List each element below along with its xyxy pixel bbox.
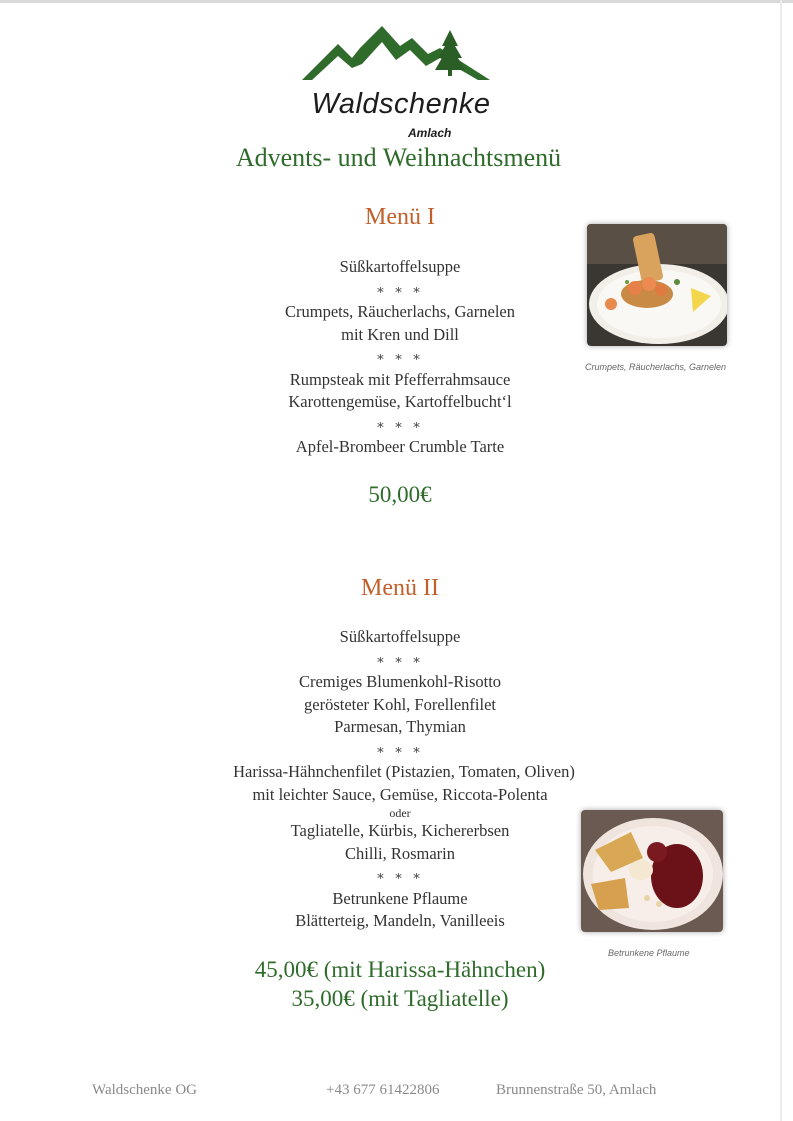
course-separator: ∗ ∗ ∗ — [375, 868, 424, 883]
menu-2-courses — [150, 626, 650, 933]
course-separator: ∗ ∗ ∗ — [375, 281, 424, 297]
dish-photo-crumpets — [587, 224, 727, 346]
course-separator: ∗ ∗ ∗ — [375, 651, 424, 667]
menu-1-courses — [200, 256, 600, 459]
menu-2-heading: Menü II — [361, 575, 439, 601]
restaurant-logo — [300, 18, 500, 140]
course-line: Rumpsteak mit Pfefferrahmsauce — [289, 369, 511, 389]
course-separator: ∗ ∗ ∗ — [375, 741, 424, 757]
course-separator: ∗ ∗ ∗ — [375, 349, 424, 364]
menu-1-heading: Menü I — [365, 204, 435, 230]
page-edge — [0, 0, 793, 3]
menu-1-price: 50,00€ — [368, 482, 432, 507]
course-line: Apfel-Brombeer Crumble Tarte — [295, 437, 505, 456]
course-line: Betrunkene Pflaume — [332, 888, 468, 908]
menu-2-price-tagliatelle: 35,00€ (mit Tagliatelle) — [291, 986, 509, 1011]
course-line: Süßkartoffelsuppe — [339, 627, 461, 646]
course-line: Süßkartoffelsuppe — [339, 257, 461, 276]
course-line: Harissa-Hähnchenfilet (Pistazien, Tomaten, Oliven) — [233, 762, 575, 781]
footer-address: Brunnenstraße 50, Amlach — [496, 1082, 657, 1098]
logo-name: Waldschenke — [311, 88, 491, 120]
mountain-logo-icon — [300, 18, 500, 98]
course-line: Tagliatelle, Kürbis, Kichererbsen — [290, 821, 510, 840]
course-line: Crumpets, Räucherlachs, Garnelen — [284, 302, 515, 321]
course-or: oder — [389, 806, 411, 820]
food-photo-icon — [587, 224, 727, 346]
photo-caption: Crumpets, Räucherlachs, Garnelen — [585, 362, 727, 372]
course-line: mit Kren und Dill — [341, 324, 459, 344]
page-title: Advents- und Weihnachtsmenü — [235, 143, 562, 172]
footer-phone[interactable]: +43 677 61422806 — [326, 1082, 440, 1098]
course-line: Karottengemüse, Kartoffelbucht‘l — [288, 392, 512, 411]
food-photo-icon — [581, 810, 723, 932]
footer-company: Waldschenke OG — [92, 1082, 198, 1098]
course-line: mit leichter Sauce, Gemüse, Riccota-Polenta — [252, 784, 548, 804]
logo-location: Amlach — [408, 126, 452, 140]
course-separator: ∗ ∗ ∗ — [375, 416, 424, 432]
course-line: gerösteter Kohl, Forellenfilet — [304, 694, 496, 714]
course-line: Cremiges Blumenkohl-Risotto — [298, 672, 502, 691]
course-line: Blätterteig, Mandeln, Vanilleeis — [295, 911, 505, 930]
menu-2-price-harissa: 45,00€ (mit Harissa-Hähnchen) — [254, 957, 546, 982]
course-line: Parmesan, Thymian — [334, 717, 466, 736]
course-line: Chilli, Rosmarin — [344, 843, 455, 863]
dish-photo-pflaume — [581, 810, 723, 932]
photo-caption: Betrunkene Pflaume — [608, 948, 690, 958]
